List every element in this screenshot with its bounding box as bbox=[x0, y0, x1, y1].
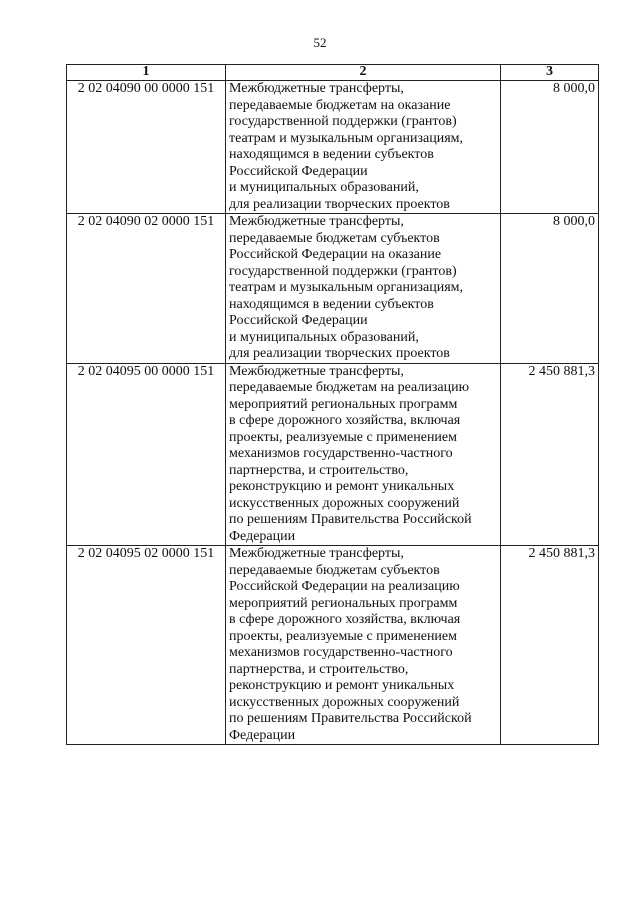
description-line: передаваемые бюджетам на оказание bbox=[229, 97, 451, 113]
description-line: находящимся в ведении субъектов bbox=[229, 296, 434, 312]
budget-code-cell: 2 02 04095 00 0000 151 bbox=[67, 363, 226, 546]
description-line: реконструкцию и ремонт уникальных bbox=[229, 678, 455, 693]
description-line: Межбюджетные трансферты, bbox=[229, 546, 404, 561]
description-line: проекты, реализуемые с применением bbox=[229, 429, 457, 445]
description-line: передаваемые бюджетам на реализацию bbox=[229, 380, 470, 395]
description-cell bbox=[226, 81, 501, 214]
description-line: Российской Федерации bbox=[229, 313, 368, 328]
budget-code-cell: 2 02 04095 02 0000 151 bbox=[67, 546, 226, 745]
description-line: проекты, реализуемые с применением bbox=[229, 628, 457, 644]
column-header-amount: 3 bbox=[501, 65, 599, 81]
description-line: механизмов государственно-частного bbox=[229, 645, 453, 660]
amount-cell: 2 450 881,3 bbox=[501, 546, 599, 745]
amount-cell: 8 000,0 bbox=[501, 214, 599, 364]
budget-code-cell: 2 02 04090 02 0000 151 bbox=[67, 214, 226, 364]
description-line: мероприятий региональных программ bbox=[229, 595, 458, 611]
description-line: реконструкцию и ремонт уникальных bbox=[229, 479, 455, 494]
description-line: Российской Федерации на оказание bbox=[229, 247, 442, 262]
description-line: Межбюджетные трансферты, bbox=[229, 363, 404, 379]
amount-cell: 2 450 881,3 bbox=[501, 363, 599, 546]
description-line: государственной поддержки (грантов) bbox=[229, 114, 457, 129]
description-line: театрам и музыкальным организациям, bbox=[229, 130, 464, 146]
budget-code-cell: 2 02 04090 00 0000 151 bbox=[67, 81, 226, 214]
budget-table bbox=[66, 64, 599, 745]
description-line: Межбюджетные трансферты, bbox=[229, 214, 404, 229]
description-line: по решениям Правительства Российской bbox=[229, 711, 472, 726]
description-line: искусственных дорожных сооружений bbox=[229, 495, 460, 511]
column-header-description: 2 bbox=[226, 65, 501, 81]
description-line: передаваемые бюджетам субъектов bbox=[229, 230, 440, 246]
description-line: партнерства, и строительство, bbox=[229, 661, 409, 677]
description-line: и муниципальных образований, bbox=[229, 329, 419, 345]
description-line: для реализации творческих проектов bbox=[229, 346, 450, 361]
table-row bbox=[67, 363, 599, 546]
description-line: искусственных дорожных сооружений bbox=[229, 694, 460, 710]
description-line: Межбюджетные трансферты, bbox=[229, 81, 404, 96]
description-line: Российской Федерации bbox=[229, 163, 368, 179]
table-row bbox=[67, 81, 599, 214]
description-line: для реализации творческих проектов bbox=[229, 196, 450, 212]
description-line: механизмов государственно-частного bbox=[229, 446, 453, 461]
description-line: находящимся в ведении субъектов bbox=[229, 147, 434, 162]
description-line: Федерации bbox=[229, 528, 296, 544]
description-cell bbox=[226, 214, 501, 364]
description-cell bbox=[226, 363, 501, 546]
table-row bbox=[67, 546, 599, 745]
column-header-code: 1 bbox=[67, 65, 226, 81]
description-cell bbox=[226, 546, 501, 745]
description-line: по решениям Правительства Российской bbox=[229, 512, 472, 527]
description-line: передаваемые бюджетам субъектов bbox=[229, 562, 440, 578]
description-line: в сфере дорожного хозяйства, включая bbox=[229, 413, 461, 428]
page-number: 52 bbox=[313, 35, 327, 50]
amount-cell: 8 000,0 bbox=[501, 81, 599, 214]
description-line: партнерства, и строительство, bbox=[229, 462, 409, 478]
table-header-row bbox=[67, 65, 599, 81]
description-line: мероприятий региональных программ bbox=[229, 396, 458, 412]
table-row bbox=[67, 214, 599, 364]
description-line: Федерации bbox=[229, 727, 296, 743]
description-line: и муниципальных образований, bbox=[229, 180, 419, 195]
description-line: государственной поддержки (грантов) bbox=[229, 263, 457, 279]
description-line: театрам и музыкальным организациям, bbox=[229, 280, 464, 295]
table-body bbox=[67, 81, 599, 745]
description-line: в сфере дорожного хозяйства, включая bbox=[229, 612, 461, 627]
description-line: Российской Федерации на реализацию bbox=[229, 579, 460, 594]
